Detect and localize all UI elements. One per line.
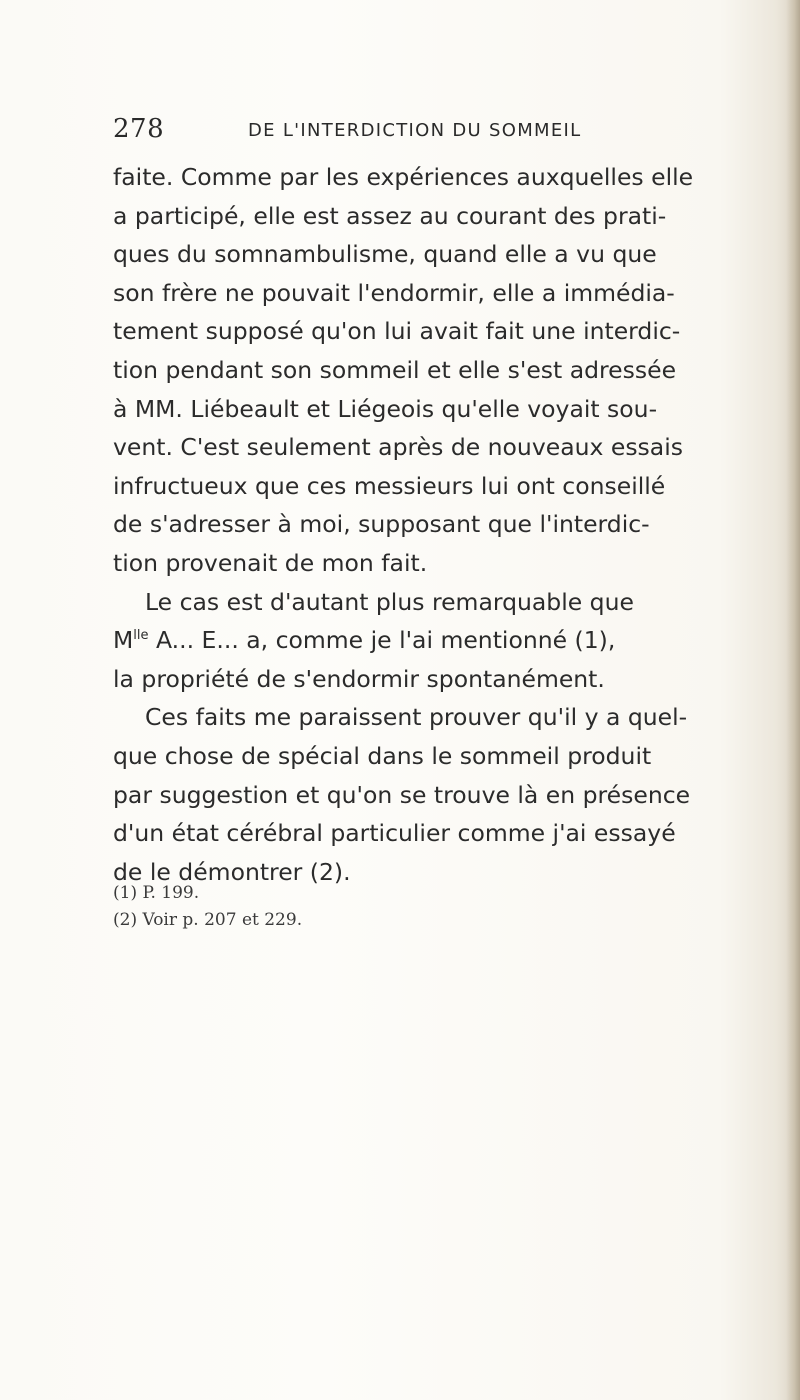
text-line: faite. Comme par les expériences auxquelles elle [113,163,694,191]
running-header [113,112,643,152]
footnote-1: (1) P. 199. [113,883,200,903]
text-line: Le cas est d'autant plus remarquable que [145,587,634,616]
text-line: par suggestion et qu'on se trouve là en présence [113,780,691,809]
running-title: DE L'INTERDICTION DU SOMMEIL [248,120,582,141]
text-line: Ces faits me paraissent prouver qu'il y a quel- [145,703,688,732]
text-line: d'un état cérébral particulier comme j'ai essayé [113,819,676,848]
footnotes [113,880,302,934]
body-text [113,158,773,891]
text-line-rest: A... E... a, comme je l'ai mentionné (1), [148,626,616,655]
text-line: ques du somnambulisme, quand elle a vu que [113,240,657,269]
text-line: à MM. Liébeault et Liégeois qu'elle voyait sou- [113,394,658,423]
text-line: infructueux que ces messieurs lui ont conseillé [113,471,666,500]
abbreviation-mademoiselle: M [113,626,134,655]
text-line: la propriété de s'endormir spontanément. [113,664,605,693]
text-line: a participé, elle est assez au courant des prati- [113,201,667,230]
text-line: de s'adresser à moi, supposant que l'interdic- [113,510,650,539]
text-line: tion pendant son sommeil et elle s'est adressée [113,355,677,384]
paragraph-1 [113,158,773,583]
footnote-2: (2) Voir p. 207 et 229. [113,910,303,930]
text-line: tion provenait de mon fait. [113,548,428,577]
page-edge-shadow [786,0,800,1400]
text-line: tement supposé qu'on lui avait fait une interdic- [113,317,681,346]
text-line: son frère ne pouvait l'endormir, elle a immédia- [113,278,675,307]
paragraph-2 [113,583,773,699]
paragraph-3 [113,698,773,891]
text-line: que chose de spécial dans le sommeil produit [113,741,652,770]
text-line-with-abbreviation [113,621,773,660]
page-number: 278 [113,114,165,144]
abbreviation-superscript: lle [133,628,149,644]
text-line: de le démontrer (2). [113,857,351,886]
text-line: vent. C'est seulement après de nouveaux essais [113,433,683,462]
